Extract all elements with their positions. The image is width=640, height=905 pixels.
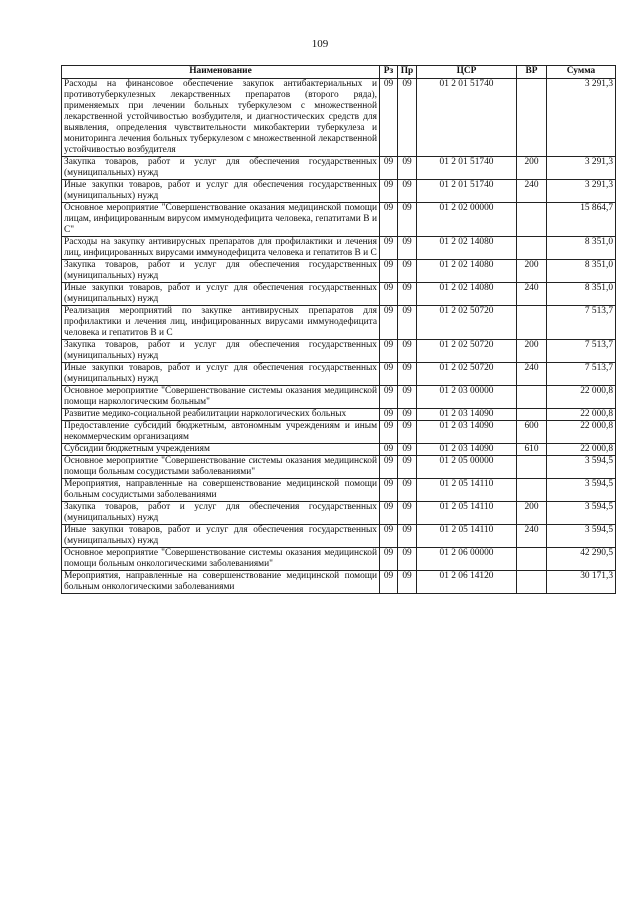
cell-vr [517,479,547,502]
cell-vr: 610 [517,444,547,456]
cell-rz: 09 [380,157,398,180]
table-row [62,409,616,421]
table-body [62,79,616,594]
cell-sum: 3 594,5 [547,525,616,548]
table-row [62,386,616,409]
table-row [62,180,616,203]
cell-sum: 42 290,5 [547,548,616,571]
cell-csr: 01 2 01 51740 [417,157,517,180]
cell-sum: 8 351,0 [547,237,616,260]
cell-pr: 09 [398,502,417,525]
cell-rz: 09 [380,479,398,502]
cell-pr: 09 [398,340,417,363]
cell-rz: 09 [380,444,398,456]
table-row [62,456,616,479]
table-row [62,237,616,260]
table-row [62,548,616,571]
cell-vr: 200 [517,502,547,525]
cell-name: Основное мероприятие "Совершенствование оказания медицинской помощи лицам, инфицированным вирусом иммунодефицита человека, гепатитами B и C" [62,203,380,237]
cell-rz: 09 [380,79,398,157]
cell-rz: 09 [380,283,398,306]
cell-name: Субсидии бюджетным учреждениям [62,444,380,456]
cell-vr: 200 [517,260,547,283]
cell-name: Основное мероприятие "Совершенствование системы оказания медицинской помощи наркологическим больным" [62,386,380,409]
cell-sum: 22 000,8 [547,386,616,409]
cell-sum: 3 594,5 [547,502,616,525]
cell-name: Предоставление субсидий бюджетным, автономным учреждениям и иным некоммерческим организациям [62,421,380,444]
cell-sum: 7 513,7 [547,340,616,363]
table-row [62,525,616,548]
cell-name: Основное мероприятие "Совершенствование системы оказания медицинской помощи больным сосудистыми заболеваниями" [62,456,380,479]
cell-csr: 01 2 05 14110 [417,525,517,548]
cell-sum: 3 291,3 [547,157,616,180]
cell-name: Основное мероприятие "Совершенствование системы оказания медицинской помощи больным онкологическими заболеваниями" [62,548,380,571]
cell-rz: 09 [380,456,398,479]
cell-name: Закупка товаров, работ и услуг для обеспечения государственных (муниципальных) нужд [62,260,380,283]
cell-vr [517,203,547,237]
header-sum: Сумма [547,66,616,79]
cell-csr: 01 2 05 00000 [417,456,517,479]
cell-rz: 09 [380,180,398,203]
cell-vr [517,548,547,571]
cell-vr: 240 [517,180,547,203]
table-header-row [62,66,616,79]
cell-rz: 09 [380,260,398,283]
cell-vr [517,237,547,260]
cell-csr: 01 2 02 50720 [417,363,517,386]
cell-csr: 01 2 06 00000 [417,548,517,571]
cell-vr [517,409,547,421]
cell-name: Реализация мероприятий по закупке антивирусных препаратов для профилактики и лечения лиц, инфицированных вирусами иммунодефицита человека и гепатитов B и C [62,306,380,340]
cell-sum: 3 291,3 [547,79,616,157]
cell-name: Расходы на закупку антивирусных препаратов для профилактики и лечения лиц, инфицированных вирусами иммунодефицита человека и гепатитов B и C [62,237,380,260]
cell-pr: 09 [398,363,417,386]
cell-csr: 01 2 02 00000 [417,203,517,237]
cell-pr: 09 [398,525,417,548]
cell-rz: 09 [380,571,398,594]
cell-name: Развитие медико-социальной реабилитации наркологических больных [62,409,380,421]
cell-vr [517,79,547,157]
cell-name: Иные закупки товаров, работ и услуг для обеспечения государственных (муниципальных) нужд [62,180,380,203]
cell-rz: 09 [380,525,398,548]
cell-rz: 09 [380,386,398,409]
cell-sum: 7 513,7 [547,306,616,340]
cell-pr: 09 [398,444,417,456]
cell-sum: 15 864,7 [547,203,616,237]
header-name: Наименование [62,66,380,79]
cell-pr: 09 [398,157,417,180]
cell-vr [517,456,547,479]
cell-csr: 01 2 02 50720 [417,306,517,340]
cell-pr: 09 [398,479,417,502]
cell-pr: 09 [398,180,417,203]
cell-sum: 7 513,7 [547,363,616,386]
cell-sum: 3 291,3 [547,180,616,203]
cell-name: Иные закупки товаров, работ и услуг для обеспечения государственных (муниципальных) нужд [62,283,380,306]
cell-vr: 200 [517,157,547,180]
cell-pr: 09 [398,456,417,479]
table-row [62,444,616,456]
cell-csr: 01 2 03 14090 [417,444,517,456]
cell-csr: 01 2 02 14080 [417,237,517,260]
cell-csr: 01 2 02 14080 [417,283,517,306]
cell-pr: 09 [398,548,417,571]
cell-vr [517,571,547,594]
cell-pr: 09 [398,571,417,594]
cell-vr [517,306,547,340]
cell-sum: 22 000,8 [547,444,616,456]
cell-pr: 09 [398,386,417,409]
table-row [62,479,616,502]
cell-csr: 01 2 02 50720 [417,340,517,363]
cell-sum: 8 351,0 [547,283,616,306]
table-row [62,260,616,283]
cell-vr: 240 [517,283,547,306]
cell-csr: 01 2 05 14110 [417,479,517,502]
cell-vr [517,386,547,409]
cell-vr: 240 [517,525,547,548]
cell-name: Мероприятия, направленные на совершенствование медицинской помощи больным сосудистыми заболеваниями [62,479,380,502]
cell-pr: 09 [398,421,417,444]
cell-pr: 09 [398,79,417,157]
table-row [62,340,616,363]
cell-csr: 01 2 03 14090 [417,409,517,421]
cell-sum: 3 594,5 [547,456,616,479]
cell-pr: 09 [398,283,417,306]
cell-pr: 09 [398,237,417,260]
table-row [62,363,616,386]
cell-name: Иные закупки товаров, работ и услуг для обеспечения государственных (муниципальных) нужд [62,525,380,548]
cell-sum: 22 000,8 [547,409,616,421]
cell-sum: 3 594,5 [547,479,616,502]
header-vr: ВР [517,66,547,79]
cell-csr: 01 2 03 00000 [417,386,517,409]
cell-vr: 240 [517,363,547,386]
cell-rz: 09 [380,409,398,421]
cell-rz: 09 [380,363,398,386]
header-rz: Рз [380,66,398,79]
cell-name: Расходы на финансовое обеспечение закупок антибактериальных и противотуберкулезных лекарственных препаратов (второго ряда), применяемых при лечении больных туберкулезом с множественной лекарственной устойчивостью возбудителя, и диагностических средств для выявления, определения чувствительности микобактерии туберкулеза и мониторинга лечения больных туберкулезом с множественной лекарственной устойчивостью возбудителя [62,79,380,157]
table-row [62,306,616,340]
cell-pr: 09 [398,306,417,340]
header-csr: ЦСР [417,66,517,79]
cell-name: Закупка товаров, работ и услуг для обеспечения государственных (муниципальных) нужд [62,502,380,525]
budget-table [61,65,616,594]
cell-pr: 09 [398,409,417,421]
cell-rz: 09 [380,237,398,260]
table-row [62,79,616,157]
table-row [62,157,616,180]
cell-csr: 01 2 06 14120 [417,571,517,594]
cell-vr: 200 [517,340,547,363]
cell-csr: 01 2 02 14080 [417,260,517,283]
cell-csr: 01 2 03 14090 [417,421,517,444]
cell-rz: 09 [380,502,398,525]
cell-name: Закупка товаров, работ и услуг для обеспечения государственных (муниципальных) нужд [62,157,380,180]
table-row [62,502,616,525]
cell-csr: 01 2 05 14110 [417,502,517,525]
cell-sum: 22 000,8 [547,421,616,444]
cell-rz: 09 [380,203,398,237]
cell-csr: 01 2 01 51740 [417,180,517,203]
table-row [62,571,616,594]
cell-rz: 09 [380,340,398,363]
cell-vr: 600 [517,421,547,444]
cell-rz: 09 [380,421,398,444]
cell-name: Закупка товаров, работ и услуг для обеспечения государственных (муниципальных) нужд [62,340,380,363]
page-number: 109 [311,38,329,50]
cell-rz: 09 [380,548,398,571]
cell-sum: 30 171,3 [547,571,616,594]
table-row [62,421,616,444]
cell-name: Иные закупки товаров, работ и услуг для обеспечения государственных (муниципальных) нужд [62,363,380,386]
cell-sum: 8 351,0 [547,260,616,283]
header-pr: Пр [398,66,417,79]
table-row [62,283,616,306]
cell-pr: 09 [398,203,417,237]
cell-csr: 01 2 01 51740 [417,79,517,157]
cell-pr: 09 [398,260,417,283]
cell-rz: 09 [380,306,398,340]
table-row [62,203,616,237]
cell-name: Мероприятия, направленные на совершенствование медицинской помощи больным онкологическими заболеваниями [62,571,380,594]
